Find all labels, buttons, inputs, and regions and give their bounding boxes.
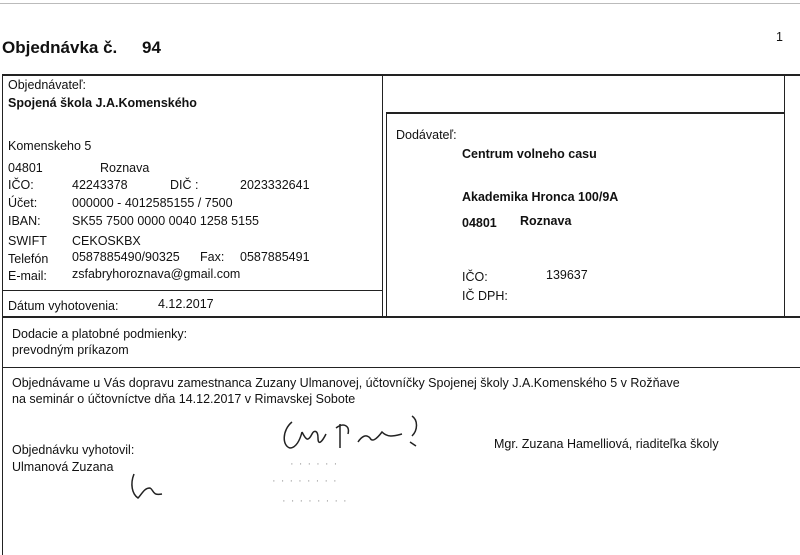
terms-top (2, 316, 800, 318)
buyer-iban: SK55 7500 0000 0040 1258 5155 (72, 214, 259, 228)
page-number: 1 (776, 30, 783, 44)
supplier-top (386, 112, 784, 114)
preparer-signature (128, 470, 168, 505)
prepared-by-name: Ulmanová Zuzana (12, 460, 114, 474)
buyer-dic: 2023332641 (240, 178, 310, 192)
supplier-city: Roznava (520, 214, 572, 228)
buyer-ico-label: IČO: (8, 178, 34, 192)
frame-top (2, 74, 800, 76)
buyer-swift-label: SWIFT (8, 234, 47, 248)
order-text-line1: Objednávame u Vás dopravu zamestnanca Zuzany Ulmanovej, účtovníčky Spojenej školy J.A.Komenského 5 v Rožňave (12, 376, 680, 390)
buyer-dic-label: DIČ : (170, 178, 199, 192)
date-row-top (2, 290, 382, 291)
date-label: Dátum vyhotovenia: (8, 299, 119, 313)
buyer-ico: 42243378 (72, 178, 128, 192)
buyer-email-label: E-mail: (8, 269, 47, 283)
supplier-name: Centrum volneho casu (462, 147, 597, 161)
frame-left (2, 74, 3, 555)
buyer-street: Komenskeho 5 (8, 139, 92, 153)
director-signature (278, 412, 428, 462)
top-edge-line (0, 3, 800, 4)
order-text-line2: na seminár o účtovníctve dňa 14.12.2017 v Rimavskej Sobote (12, 392, 356, 406)
buyer-right-edge (386, 112, 387, 316)
buyer-fax: 0587885491 (240, 250, 310, 264)
prepared-by-label: Objednávku vyhotovil: (12, 443, 135, 457)
buyer-iban-label: IBAN: (8, 214, 41, 228)
buyer-label: Objednávateľ: (8, 78, 87, 92)
supplier-icdph-label: IČ DPH: (462, 289, 508, 303)
page-title: Objednávka č. (2, 38, 118, 57)
order-number: 94 (142, 38, 161, 57)
terms-value: prevodným príkazom (12, 343, 129, 357)
supplier-street: Akademika Hronca 100/9A (462, 190, 619, 204)
supplier-ico: 139637 (546, 268, 588, 282)
buyer-phone: 0587885490/90325 (72, 250, 180, 264)
director-name: Mgr. Zuzana Hamelliová, riaditeľka školy (494, 437, 719, 451)
buyer-name: Spojená škola J.A.Komenského (8, 96, 197, 110)
buyer-zip: 04801 (8, 161, 43, 175)
body-top (2, 367, 800, 368)
buyer-divider-vertical (382, 74, 383, 316)
stamp-faint-line2: · · · · · · · · (272, 475, 338, 487)
terms-label: Dodacie a platobné podmienky: (12, 327, 188, 341)
stamp-faint-line3: · · · · · · · · (282, 495, 348, 507)
buyer-phone-label: Telefón (8, 252, 49, 266)
buyer-account: 000000 - 4012585155 / 7500 (72, 196, 233, 210)
buyer-account-label: Účet: (8, 196, 38, 210)
buyer-swift: CEKOSKBX (72, 234, 141, 248)
date-value: 4.12.2017 (158, 297, 214, 311)
frame-right (784, 74, 785, 316)
stamp-faint-line1: · · · · · · (290, 458, 339, 470)
buyer-city: Roznava (100, 161, 150, 175)
buyer-email: zsfabryhoroznava@gmail.com (72, 267, 241, 281)
supplier-label: Dodávateľ: (396, 128, 457, 142)
supplier-ico-label: IČO: (462, 270, 488, 284)
supplier-zip: 04801 (462, 216, 497, 230)
buyer-fax-label: Fax: (200, 250, 225, 264)
